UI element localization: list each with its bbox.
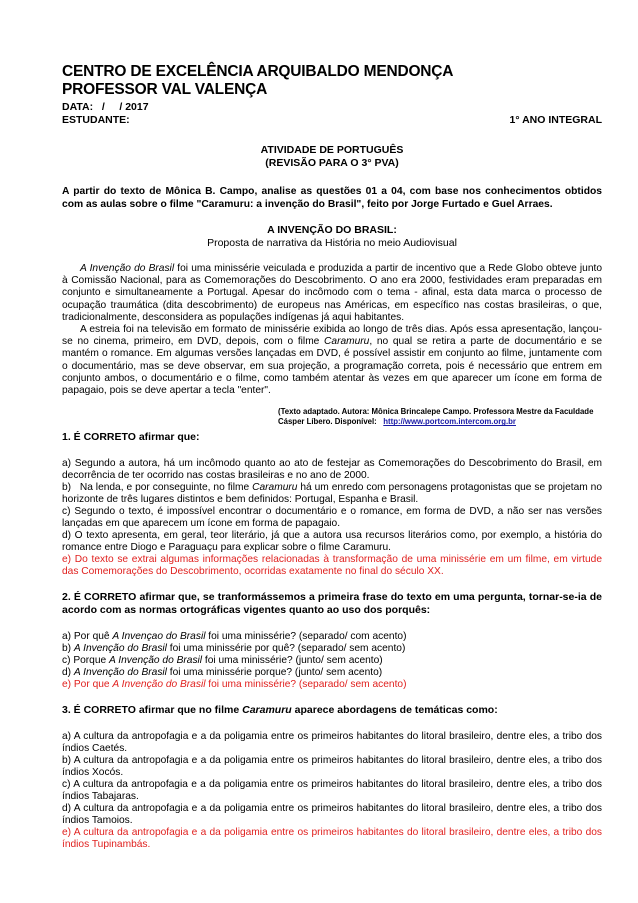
question-2	[62, 591, 602, 691]
date-label: DATA: / / 2017	[62, 101, 149, 113]
q2-e-end: foi uma minissérie? (separado/ sem acento)	[205, 679, 407, 691]
q1-b-end: há um enredo com personagens protagonistas que se projetam no horizonte de três lugares distintos e bem definidos: Portugal, Espanha e Brasil.	[62, 482, 602, 506]
q2-a-start: a) Por quê	[62, 631, 113, 643]
p2-start: A estreia foi na televisão em formato de minissérie exibida ao longo de três dias. Após essa apresentação, lançou-se no cinema, primeiro, em DVD, depois, com o filme	[62, 324, 602, 348]
q1-b-start: b) Na lenda, e por conseguinte, no filme	[62, 482, 253, 494]
q2-option-e-answer	[62, 679, 602, 691]
source-link[interactable]: http://www.portcom.intercom.org.br	[383, 417, 516, 427]
credit-line2	[278, 417, 602, 427]
q3-option-e-answer: e) A cultura da antropofagia e a da poligamia entre os primeiros habitantes do litoral brasileiro, dentre eles, a tribo dos índios Tupinambás.	[62, 827, 602, 851]
teacher-name: PROFESSOR VAL VALENÇA	[62, 81, 268, 98]
q2-b-start: b)	[62, 643, 74, 655]
q3-option-d: d) A cultura da antropofagia e a da poligamia entre os primeiros habitantes do litoral brasileiro, dentre eles, a tribo dos índios Tamoios.	[62, 803, 602, 827]
p1-work-title: A Invenção do Brasil	[80, 263, 175, 274]
text-subtitle: Proposta de narrativa da História no meio Audiovisual	[207, 237, 457, 249]
instructions: A partir do texto de Mônica B. Campo, analise as questões 01 a 04, com base nos conhecimentos obtidos com as aulas sobre o filme "Caramuru: a invenção do Brasil", feito por Jorge Furtado e Guel Arraes.	[62, 186, 602, 210]
q2-b-title: A Invenção do Brasil	[73, 643, 167, 655]
student-label: ESTUDANTE:	[62, 114, 130, 126]
q1-option-b	[62, 482, 602, 506]
question-2-title: 2. É CORRETO afirmar que, se tranformássemos a primeira frase do texto em uma pergunta, tornar-se-ia de acordo com as normas ortográficas vigentes quanto ao uso dos porquês:	[62, 591, 602, 617]
text-paragraph-1	[62, 263, 602, 324]
q2-d-title: A Invenção do Brasil	[73, 667, 167, 679]
question-1-options	[62, 458, 602, 578]
activity-title	[62, 144, 602, 170]
header	[62, 63, 602, 127]
question-3	[62, 704, 602, 851]
q1-b-film: Caramuru	[252, 482, 298, 494]
p2-end: , no qual se retira a parte de documentário e se mantém o romance. Em algumas versões lançadas em DVD, é possível assistir em conjunto ao filme, juntamente com o documentário, mas se deve observar, em sua projeção, a programação correta, pois é necessário que entrem em conjunto ambos, o documentário e o filme, como também atentar às vezes em que aparecer um ícone em forma de papagaio, pois se deve apertar a tecla "enter".	[62, 336, 602, 397]
q2-e-start: e) Por que	[62, 679, 113, 691]
q2-b-end: foi uma minissérie por quê? (separado/ sem acento)	[166, 643, 406, 655]
q2-option-b	[62, 643, 602, 655]
text-paragraph-2	[62, 324, 602, 397]
q2-d-end: foi uma minissérie porque? (junto/ sem acento)	[166, 667, 383, 679]
q1-option-d: d) O texto apresenta, em geral, teor literário, já que a autora usa recursos literários como, por exemplo, a história do romance entre Diogo e Paraguaçu para explicar sobre o filme Caramuru.	[62, 530, 602, 554]
q2-c-end: foi uma minissérie? (junto/ sem acento)	[202, 655, 383, 667]
credit-line1: (Texto adaptado. Autora: Mônica Brincalepe Campo. Professora Mestre da Faculdade	[278, 407, 594, 417]
q1-option-a: a) Segundo a autora, há um incômodo quanto ao ato de festejar as Comemorações do Descobrimento do Brasil, em decorrência de ter ocorrido nas costas brasileiras e no ano de 2000.	[62, 458, 602, 482]
p1-body: foi uma minissérie veiculada e produzida a partir de incentivo que a Rede Globo obteve junto à Comissão Nacional, para as Comemorações do Descobrimento. O ano era 2000, festividades eram preparadas em conjunto e simultaneamente a Portugal. Apesar do incômodo com o tema - afinal, esta data marca o processo de ocupação traumática (dita descobrimento) de europeus nas Américas, em específico nas costas brasileiras, o que, tradicionalmente, desconsidera as populações indígenas já aqui habitantes.	[62, 263, 603, 323]
q2-option-c	[62, 655, 602, 667]
q3-option-c: c) A cultura da antropofagia e a da poligamia entre os primeiros habitantes do litoral brasileiro, dentre eles, a tribo dos índios Tabajaras.	[62, 779, 602, 803]
question-1-title: 1. É CORRETO afirmar que:	[62, 431, 200, 444]
q1-option-e-answer: e) Do texto se extrai algumas informações relacionadas à transformação de uma minissérie em um filme, em virtude das Comemorações do Descobrimento, ocorridas exatamente no final do século XX.	[62, 554, 602, 578]
q3-title-film: Caramuru	[242, 704, 292, 717]
q1-option-c: c) Segundo o texto, é impossível encontrar o documentário e o romance, em forma de DVD, a não ser nas versões lançadas em que aparecem um ícone em forma de papagaio.	[62, 506, 602, 530]
activity-line1: ATIVIDADE DE PORTUGUÊS	[260, 144, 404, 156]
q3-title-start: 3. É CORRETO afirmar que no filme	[62, 704, 243, 717]
q3-option-b: b) A cultura da antropofagia e a da poligamia entre os primeiros habitantes do litoral brasileiro, dentre eles, a tribo dos índios Xocós.	[62, 755, 602, 779]
source-credit	[278, 407, 602, 427]
text-title: A INVENÇÃO DO BRASIL:	[267, 224, 397, 236]
student-row	[62, 114, 602, 127]
q2-a-title: A Invençao do Brasil	[112, 631, 206, 643]
q3-title-end: aparece abordagens de temáticas como:	[291, 704, 498, 717]
question-2-options	[62, 631, 602, 691]
activity-line2: (REVISÃO PARA O 3° PVA)	[265, 157, 399, 169]
q2-d-start: d)	[62, 667, 74, 679]
question-3-options	[62, 731, 602, 851]
q2-c-title: A Invenção do Brasil	[109, 655, 203, 667]
question-1	[62, 431, 602, 578]
q2-e-title: A Invenção do Brasil	[112, 679, 206, 691]
school-name: CENTRO DE EXCELÊNCIA ARQUIBALDO MENDONÇA	[62, 63, 454, 80]
q2-option-a	[62, 631, 602, 643]
grade-label: 1° ANO INTEGRAL	[509, 114, 602, 126]
credit-available: Cásper Líbero. Disponível:	[278, 417, 384, 427]
q2-a-end: foi uma minissérie? (separado/ com acento)	[205, 631, 407, 643]
p2-film: Caramuru	[324, 336, 370, 348]
question-3-title	[62, 704, 602, 717]
q2-option-d	[62, 667, 602, 679]
document-content	[62, 63, 602, 851]
q3-option-a: a) A cultura da antropofagia e a da poligamia entre os primeiros habitantes do litoral brasileiro, dentre eles, a tribo dos índios Caetés.	[62, 731, 602, 755]
date-field	[62, 101, 602, 114]
q2-c-start: c) Porque	[62, 655, 109, 667]
